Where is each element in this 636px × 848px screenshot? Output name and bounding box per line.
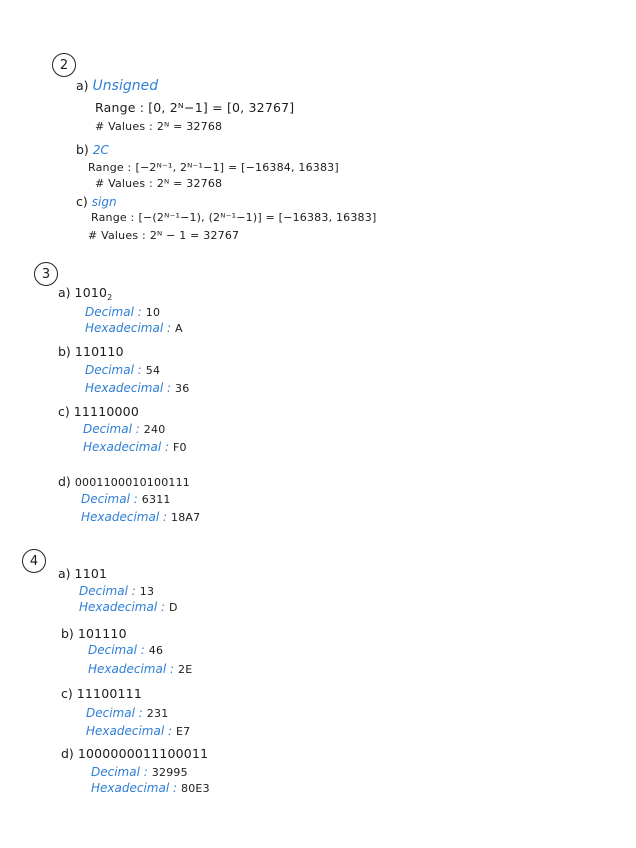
item-title: 2C [92, 143, 109, 157]
problem-2b-heading [76, 142, 109, 157]
decimal-label: Decimal : [81, 492, 138, 506]
hex-value: 80E3 [181, 782, 210, 795]
problem-4b-decimal [88, 643, 163, 657]
hex-label: Hexadecimal : [79, 600, 166, 614]
problem-4d-decimal [91, 765, 188, 779]
problem-4a-hex [79, 600, 178, 614]
problem-3c-decimal [83, 422, 165, 436]
range-label: Range : [91, 211, 135, 224]
item-letter: c) [61, 686, 73, 701]
problem-2b-range [88, 161, 339, 174]
item-letter: c) [76, 194, 88, 209]
values-label: # Values : [88, 229, 146, 242]
binary-subscript: 2 [107, 293, 113, 302]
problem-3c-binary [58, 404, 139, 419]
hex-value: E7 [176, 725, 191, 738]
decimal-value: 10 [145, 306, 161, 319]
hex-value: 2E [178, 663, 193, 676]
problem-2b-values [95, 177, 222, 190]
problem-4c-binary [61, 686, 142, 701]
values-value: 2ᴺ = 32768 [156, 120, 223, 133]
hex-label: Hexadecimal : [88, 662, 175, 676]
item-letter: a) [58, 566, 71, 581]
problem-4d-binary [61, 746, 208, 761]
problem-2a-range [95, 100, 294, 115]
problem-2-number [52, 53, 76, 77]
binary-value: 0001100010100111 [74, 476, 190, 489]
hex-label: Hexadecimal : [85, 381, 172, 395]
decimal-value: 6311 [141, 493, 171, 506]
decimal-value: 32995 [151, 766, 188, 779]
hex-label: Hexadecimal : [83, 440, 170, 454]
problem-3c-hex [83, 440, 187, 454]
problem-2a-values [95, 120, 222, 133]
problem-4a-binary [58, 566, 107, 581]
hex-value: D [169, 601, 178, 614]
problem-3a-binary [58, 285, 112, 302]
item-letter: a) [76, 78, 89, 93]
problem-3b-decimal [85, 363, 160, 377]
values-label: # Values : [95, 120, 153, 133]
item-letter: d) [61, 746, 74, 761]
problem-4a-decimal [79, 584, 154, 598]
problem-2c-range [91, 211, 376, 224]
decimal-label: Decimal : [83, 422, 140, 436]
item-letter: b) [61, 626, 74, 641]
binary-value: 110110 [74, 344, 124, 359]
values-value: 2ᴺ − 1 = 32767 [149, 229, 240, 242]
problem-2c-heading [76, 194, 117, 209]
problem-3b-binary [58, 344, 124, 359]
item-letter: a) [58, 285, 71, 300]
hex-label: Hexadecimal : [86, 724, 173, 738]
binary-value: 1101 [74, 566, 108, 581]
values-label: # Values : [95, 177, 153, 190]
problem-3a-hex [85, 321, 183, 335]
problem-3a-decimal [85, 305, 160, 319]
problem-4b-binary [61, 626, 127, 641]
problem-3d-binary [58, 474, 190, 489]
binary-value [75, 285, 113, 302]
problem-4c-hex [86, 724, 190, 738]
hex-label: Hexadecimal : [81, 510, 168, 524]
decimal-value: 13 [139, 585, 155, 598]
problem-4c-decimal [86, 706, 168, 720]
problem-4b-hex [88, 662, 192, 676]
binary-value: 11110000 [73, 404, 139, 419]
problem-2c-values [88, 229, 239, 242]
item-title: sign [91, 195, 117, 209]
range-value: [−2ᴺ⁻¹, 2ᴺ⁻¹−1] = [−16384, 16383] [135, 161, 339, 174]
hex-value: A [175, 322, 183, 335]
range-label: Range : [95, 100, 145, 115]
problem-3d-hex [81, 510, 200, 524]
problem-3d-decimal [81, 492, 171, 506]
binary-value: 11100111 [76, 686, 142, 701]
item-letter: d) [58, 474, 71, 489]
decimal-label: Decimal : [79, 584, 136, 598]
decimal-value: 240 [143, 423, 166, 436]
binary-digits: 1010 [74, 285, 108, 300]
binary-value: 101110 [77, 626, 127, 641]
range-value: [−(2ᴺ⁻¹−1), (2ᴺ⁻¹−1)] = [−16383, 16383] [138, 211, 377, 224]
values-value: 2ᴺ = 32768 [156, 177, 223, 190]
problem-2a-heading [76, 78, 158, 94]
range-label: Range : [88, 161, 132, 174]
problem-3-number-text: 3 [41, 266, 51, 282]
decimal-value: 54 [145, 364, 161, 377]
problem-4-number [22, 549, 46, 573]
problem-4d-hex [91, 781, 210, 795]
problem-4-number-text: 4 [29, 553, 39, 569]
problem-3b-hex [85, 381, 189, 395]
decimal-label: Decimal : [86, 706, 143, 720]
problem-3-number [34, 262, 58, 286]
hex-value: 36 [175, 382, 190, 395]
item-letter: c) [58, 404, 70, 419]
hex-value: 18A7 [171, 511, 201, 524]
decimal-label: Decimal : [85, 363, 142, 377]
hex-value: F0 [173, 441, 187, 454]
decimal-label: Decimal : [91, 765, 148, 779]
binary-value: 1000000011100011 [77, 746, 209, 761]
decimal-value: 46 [148, 644, 164, 657]
decimal-label: Decimal : [88, 643, 145, 657]
hex-label: Hexadecimal : [85, 321, 172, 335]
decimal-label: Decimal : [85, 305, 142, 319]
item-title: Unsigned [92, 78, 159, 94]
problem-2-number-text: 2 [59, 57, 69, 73]
decimal-value: 231 [146, 707, 169, 720]
item-letter: b) [58, 344, 71, 359]
item-letter: b) [76, 142, 89, 157]
range-value: [0, 2ᴺ−1] = [0, 32767] [148, 100, 295, 115]
hex-label: Hexadecimal : [91, 781, 178, 795]
